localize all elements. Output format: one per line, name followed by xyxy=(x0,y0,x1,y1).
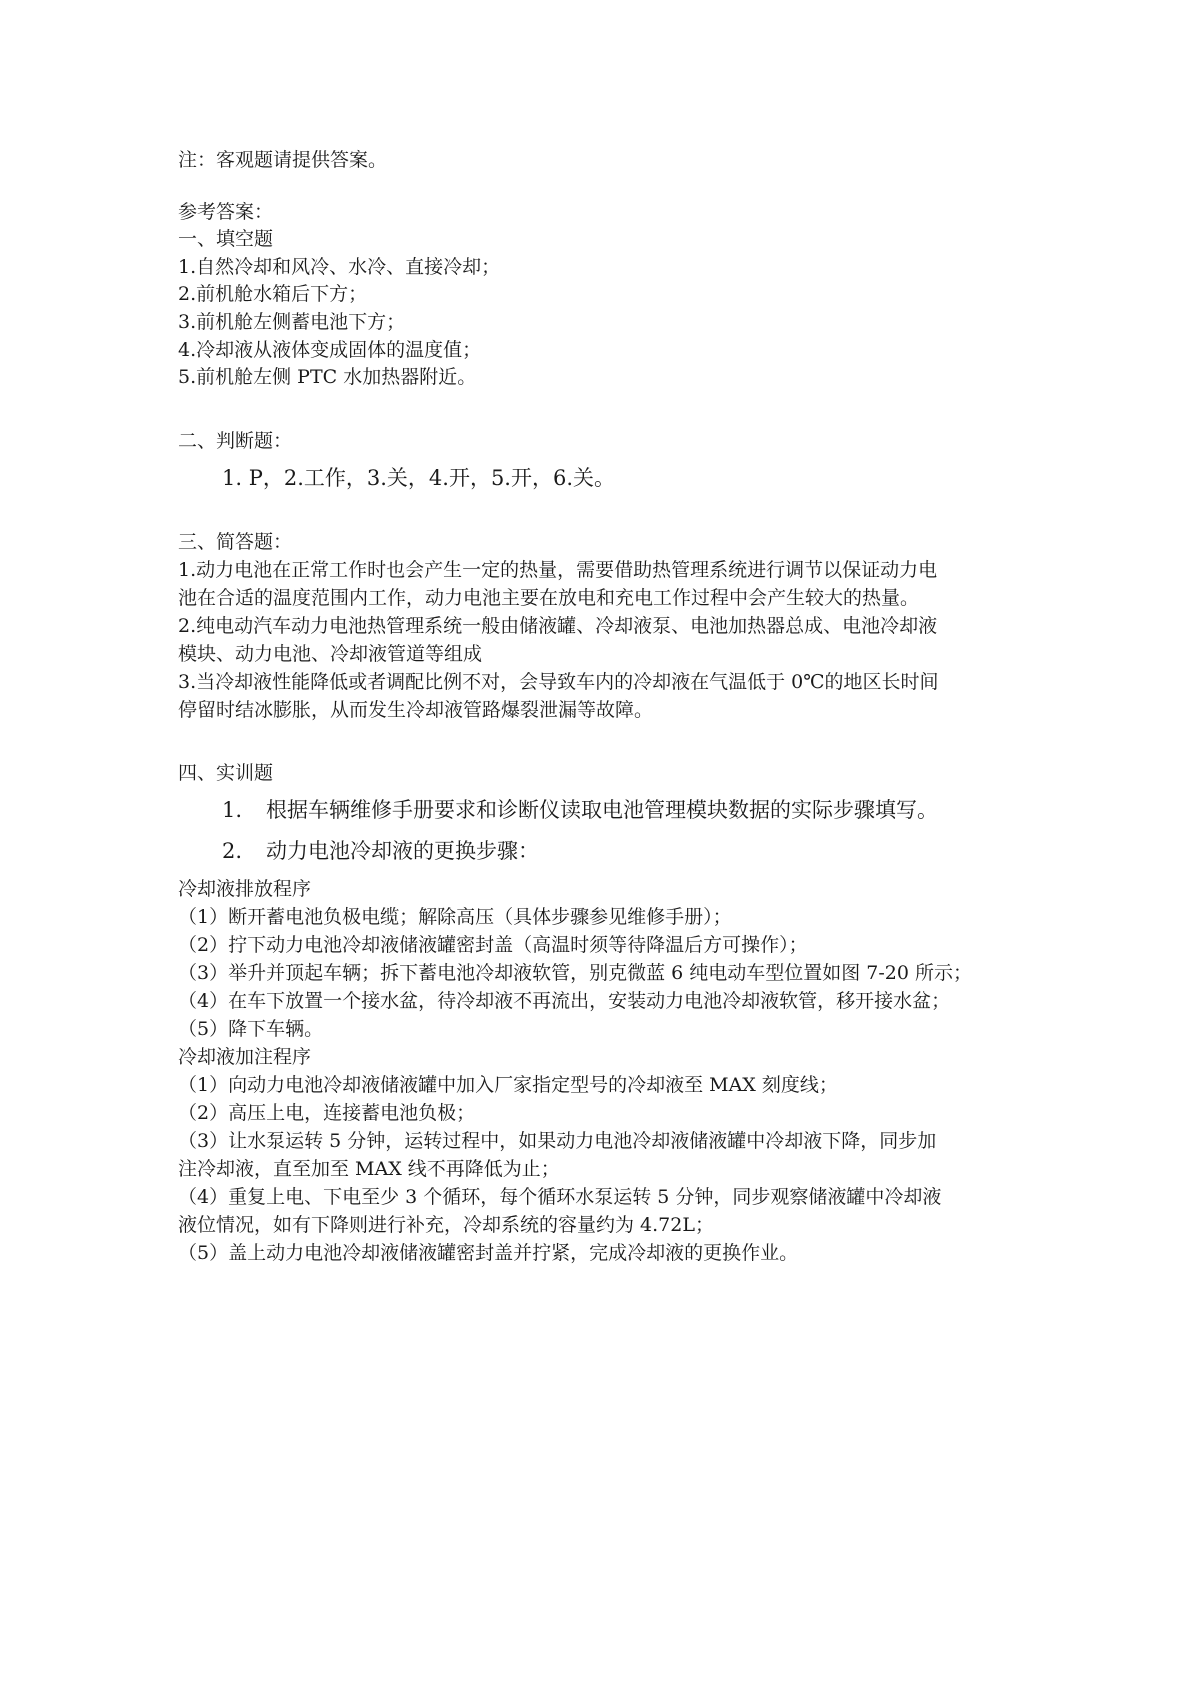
section1-title: 一、填空题 xyxy=(178,228,274,250)
section1-item: 4.冷却液从液体变成固体的温度值； xyxy=(178,339,482,361)
section3-line: 池在合适的温度范围内工作，动力电池主要在放电和充电工作过程中会产生较大的热量。 xyxy=(178,587,920,609)
drain-step: （4）在车下放置一个接水盆，待冷却液不再流出，安装动力电池冷却液软管，移开接水盆； xyxy=(178,990,951,1012)
section1-item: 2.前机舱水箱后下方； xyxy=(178,283,368,305)
section4-title: 四、实训题 xyxy=(178,762,274,784)
question-number: 1. xyxy=(222,798,243,822)
section3-line: 模块、动力电池、冷却液管道等组成 xyxy=(178,643,483,665)
fill-line: 注冷却液，直至加至 MAX 线不再降低为止； xyxy=(178,1158,560,1180)
fill-line: （1）向动力电池冷却液储液罐中加入厂家指定型号的冷却液至 MAX 刻度线； xyxy=(178,1074,838,1096)
question-text: 动力电池冷却液的更换步骤： xyxy=(266,839,539,863)
fill-line: （4）重复上电、下电至少 3 个循环，每个循环水泵运转 5 分钟，同步观察储液罐中冷却液 xyxy=(178,1186,942,1208)
section1-item: 1.自然冷却和风冷、水冷、直接冷却； xyxy=(178,256,501,278)
section4-question-2 xyxy=(222,837,539,865)
drain-step: （2）拧下动力电池冷却液储液罐密封盖（高温时须等待降温后方可操作）； xyxy=(178,934,808,956)
drain-title: 冷却液排放程序 xyxy=(178,878,312,900)
answer-title: 参考答案： xyxy=(178,201,274,223)
drain-step: （1）断开蓄电池负极电缆；解除高压（具体步骤参见维修手册）； xyxy=(178,906,732,928)
note-line: 注：客观题请提供答案。 xyxy=(178,149,388,171)
question-number: 2. xyxy=(222,839,243,863)
drain-step: （3）举升并顶起车辆；拆下蓄电池冷却液软管，别克微蓝 6 纯电动车型位置如图 7-20 所示； xyxy=(178,962,973,984)
fill-line: （2）高压上电，连接蓄电池负极； xyxy=(178,1102,476,1124)
section3-title: 三、简答题： xyxy=(178,531,293,553)
section3-line: 1.动力电池在正常工作时也会产生一定的热量，需要借助热管理系统进行调节以保证动力电 xyxy=(178,559,938,581)
section1-item: 5.前机舱左侧 PTC 水加热器附近。 xyxy=(178,366,477,388)
section4-question-1 xyxy=(222,796,938,824)
fill-line: 液位情况，如有下降则进行补充，冷却系统的容量约为 4.72L； xyxy=(178,1214,714,1236)
section3-line: 2.纯电动汽车动力电池热管理系统一般由储液罐、冷却液泵、电池加热器总成、电池冷却液 xyxy=(178,615,938,637)
fill-title: 冷却液加注程序 xyxy=(178,1046,312,1068)
section3-line: 3.当冷却液性能降低或者调配比例不对，会导致车内的冷却液在气温低于 0℃的地区长时间 xyxy=(178,671,939,693)
fill-line: （3）让水泵运转 5 分钟，运转过程中，如果动力电池冷却液储液罐中冷却液下降，同步加 xyxy=(178,1130,937,1152)
section2-answer: 1. P，2.工作，3.关，4.开，5.开，6.关。 xyxy=(222,466,616,490)
drain-step: （5）降下车辆。 xyxy=(178,1018,324,1040)
section3-line: 停留时结冰膨胀，从而发生冷却液管路爆裂泄漏等故障。 xyxy=(178,699,654,721)
question-text: 根据车辆维修手册要求和诊断仪读取电池管理模块数据的实际步骤填写。 xyxy=(266,798,938,822)
section2-title: 二、判断题： xyxy=(178,430,293,452)
section1-item: 3.前机舱左侧蓄电池下方； xyxy=(178,311,406,333)
fill-line: （5）盖上动力电池冷却液储液罐密封盖并拧紧，完成冷却液的更换作业。 xyxy=(178,1242,799,1264)
